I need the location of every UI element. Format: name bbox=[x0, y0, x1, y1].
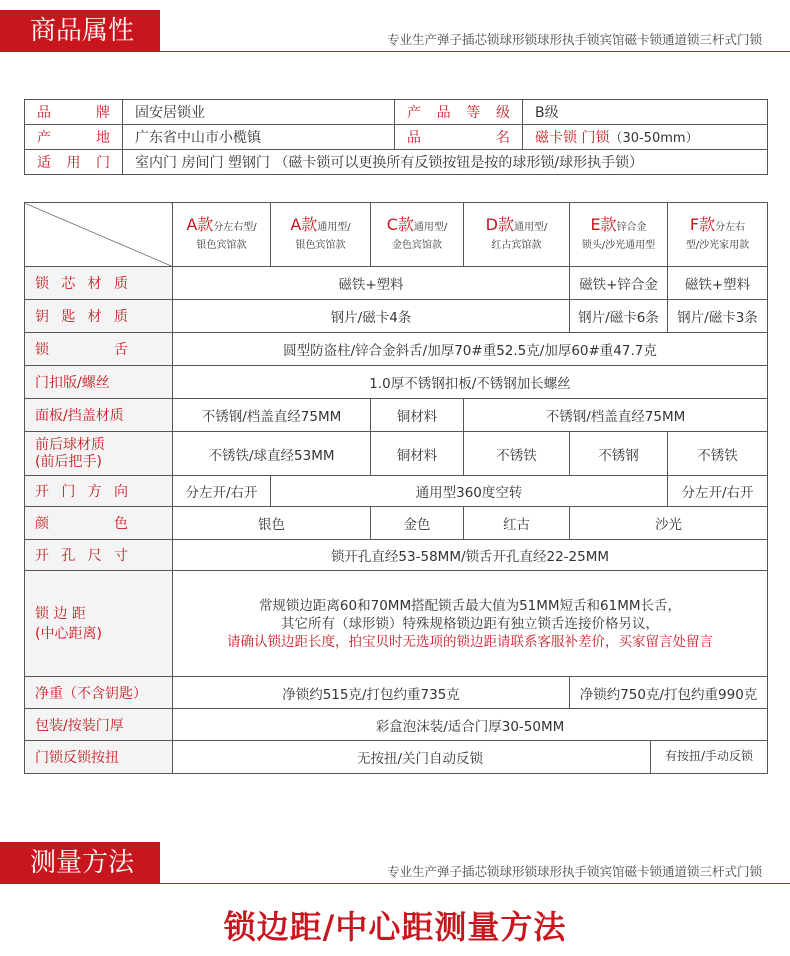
row-label: 钥匙材质 bbox=[25, 300, 173, 333]
divider bbox=[160, 51, 790, 52]
cell: 不锈铁 bbox=[668, 432, 768, 476]
backset-note: 常规锁边距离60和70MM搭配锁舌最大值为51MM短舌和61MM长舌， 其它所有（球形锁）特殊规格锁边距有独立锁舌连接价格另议， 请确认锁边距长度，拍宝贝时无选项的锁边距请联系客服补差价，买家留言处留言 bbox=[173, 571, 768, 677]
row-label: 开门方向 bbox=[25, 476, 173, 507]
model-header: A款分左右型/ 银色宾馆款 bbox=[173, 203, 271, 267]
section-banner-measure bbox=[0, 832, 790, 892]
cell: 净锁约750克/打包约重990克 bbox=[570, 677, 768, 709]
cell: 磁铁+塑料 bbox=[668, 267, 768, 300]
cell: 无按扭/关门自动反锁 有按扭/手动反锁 bbox=[173, 741, 768, 774]
cell: 磁铁+塑料 bbox=[173, 267, 570, 300]
row-label: 面板/挡盖材质 bbox=[25, 399, 173, 432]
product-name-value bbox=[523, 125, 768, 150]
cell: 1.0厚不锈钢扣板/不锈钢加长螺丝 bbox=[173, 366, 768, 399]
cell: 彩盒泡沫装/适合门厚30-50MM bbox=[173, 709, 768, 741]
model-header: E款锌合金 锁头/沙光通用型 bbox=[570, 203, 668, 267]
section-tag: 测量方法 bbox=[0, 842, 160, 884]
cell: 不锈钢 bbox=[570, 432, 668, 476]
product-name: 磁卡锁 门锁 bbox=[535, 130, 610, 146]
cell: 净锁约515克/打包约重735克 bbox=[173, 677, 570, 709]
cell-manual: 有按扭/手动反锁 bbox=[650, 741, 767, 773]
cell: 金色 bbox=[371, 507, 464, 540]
row-label: 门锁反锁按扭 bbox=[25, 741, 173, 774]
row-label: 锁芯材质 bbox=[25, 267, 173, 300]
cell: 钢片/磁卡6条 bbox=[570, 300, 668, 333]
cell: 不锈铁 bbox=[464, 432, 570, 476]
cell: 不锈钢/档盖直经75MM bbox=[464, 399, 768, 432]
product-name-note: （30-50mm） bbox=[609, 131, 699, 146]
corner-cell bbox=[25, 203, 173, 267]
attribute-table bbox=[24, 99, 768, 175]
cell: 钢片/磁卡3条 bbox=[668, 300, 768, 333]
cell: 银色 bbox=[173, 507, 371, 540]
cell: 分左开/右开 bbox=[173, 476, 271, 507]
cell: 通用型360度空转 bbox=[271, 476, 668, 507]
section-banner-attributes bbox=[0, 0, 790, 60]
cell: 铜材料 bbox=[371, 432, 464, 476]
slogan: 专业生产弹子插芯锁球形锁球形执手锁宾馆磁卡锁通道锁三杆式门锁 bbox=[386, 864, 762, 879]
cell: 不锈铁/球直经53MM bbox=[173, 432, 371, 476]
brand-value: 固安居锁业 bbox=[123, 100, 395, 125]
spec-table bbox=[24, 202, 768, 774]
row-label: 开孔尺寸 bbox=[25, 540, 173, 571]
model-header: D款通用型/ 红古宾馆款 bbox=[464, 203, 570, 267]
cell: 沙光 bbox=[570, 507, 768, 540]
slogan: 专业生产弹子插芯锁球形锁球形执手锁宾馆磁卡锁通道锁三杆式门锁 bbox=[386, 32, 762, 47]
cell: 铜材料 bbox=[371, 399, 464, 432]
row-label: 净重（不含钥匙） bbox=[25, 677, 173, 709]
section-tag: 商品属性 bbox=[0, 10, 160, 52]
row-label: 颜 色 bbox=[25, 507, 173, 540]
row-label: 前后球材质 (前后把手) bbox=[25, 432, 173, 476]
row-label: 锁 边 距 (中心距离) bbox=[25, 571, 173, 677]
origin-label: 产 地 bbox=[25, 125, 123, 150]
row-label: 门扣版/螺丝 bbox=[25, 366, 173, 399]
model-header: C款通用型/ 金色宾馆款 bbox=[371, 203, 464, 267]
cell: 钢片/磁卡4条 bbox=[173, 300, 570, 333]
grade-label: 产品等级 bbox=[395, 100, 523, 125]
cell: 圆型防盗柱/锌合金斜舌/加厚70#重52.5克/加厚60#重47.7克 bbox=[173, 333, 768, 366]
origin-value: 广东省中山市小榄镇 bbox=[123, 125, 395, 150]
door-label: 适用门 bbox=[25, 150, 123, 175]
model-header: F款分左右 型/沙光家用款 bbox=[668, 203, 768, 267]
measure-title: 锁边距/中心距测量方法 bbox=[223, 908, 567, 946]
cell: 红古 bbox=[464, 507, 570, 540]
door-value: 室内门 房间门 塑钢门 （磁卡锁可以更换所有反锁按钮是按的球形锁/球形执手锁） bbox=[123, 150, 768, 175]
model-header: A款通用型/ 银色宾馆款 bbox=[271, 203, 371, 267]
cell: 磁铁+锌合金 bbox=[570, 267, 668, 300]
row-label: 锁 舌 bbox=[25, 333, 173, 366]
cell: 不锈钢/档盖直经75MM bbox=[173, 399, 371, 432]
row-label: 包装/按装门厚 bbox=[25, 709, 173, 741]
product-name-label: 品 名 bbox=[395, 125, 523, 150]
cell: 分左开/右开 bbox=[668, 476, 768, 507]
divider bbox=[160, 883, 790, 884]
cell: 锁开孔直经53-58MM/锁舌开孔直经22-25MM bbox=[173, 540, 768, 571]
brand-label: 品 牌 bbox=[25, 100, 123, 125]
grade-value: B级 bbox=[523, 100, 768, 125]
